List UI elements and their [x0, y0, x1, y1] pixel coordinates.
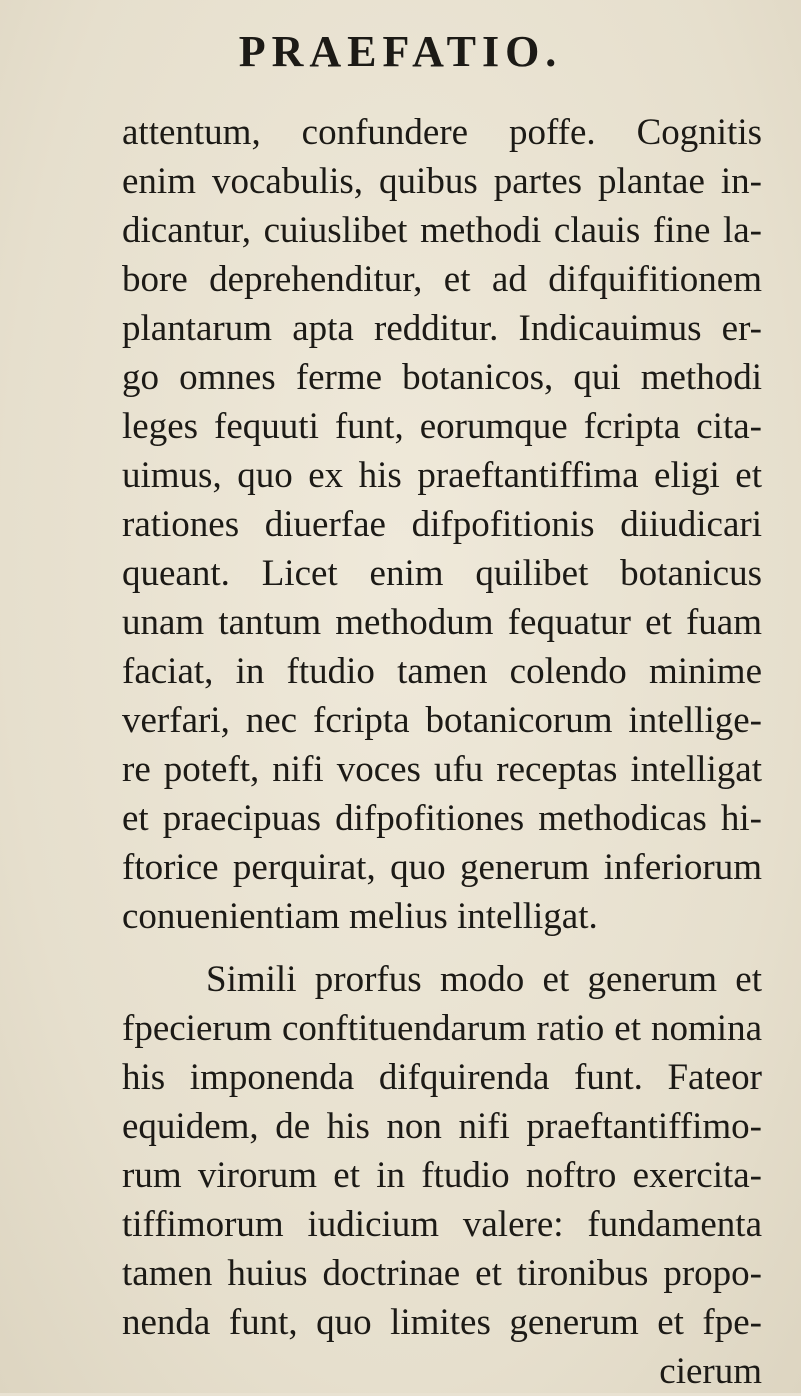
- body-text: [122, 108, 762, 1396]
- text-line: plantarum apta redditur. Indicauimus er-: [122, 308, 762, 349]
- text-line: et praecipuas difpofitiones methodicas hi-: [122, 798, 762, 839]
- paragraph-gap: [122, 941, 762, 955]
- text-line: re poteft, nifi voces ufu receptas intelligat: [122, 749, 762, 790]
- catchword: cierum: [659, 1351, 762, 1392]
- text-line: rum virorum et in ftudio noftro exercita-: [122, 1155, 762, 1196]
- text-line: nenda funt, quo limites generum et fpe-: [122, 1302, 762, 1343]
- text-line: conuenientiam melius intelligat.: [122, 896, 598, 937]
- text-line: Simili prorfus modo et generum et: [206, 959, 762, 1000]
- text-line: ftorice perquirat, quo generum inferiorum: [122, 847, 762, 888]
- text-line: bore deprehenditur, et ad difquifitionem: [122, 259, 762, 300]
- text-line: leges fequuti funt, eorumque fcripta cita-: [122, 406, 762, 447]
- text-line: enim vocabulis, quibus partes plantae in-: [122, 161, 762, 202]
- text-line: equidem, de his non nifi praeftantiffimo-: [122, 1106, 762, 1147]
- text-line: uimus, quo ex his praeftantiffima eligi et: [122, 455, 762, 496]
- text-line: faciat, in ftudio tamen colendo minime: [122, 651, 762, 692]
- running-header: PRAEFATIO.: [238, 27, 563, 76]
- text-line: attentum, confundere poffe. Cognitis: [122, 112, 762, 153]
- text-line: tamen huius doctrinae et tironibus propo-: [122, 1253, 762, 1294]
- text-line: tiffimorum iudicium valere: fundamenta: [122, 1204, 762, 1245]
- text-line: queant. Licet enim quilibet botanicus: [122, 553, 762, 594]
- text-line: his imponenda difquirenda funt. Fateor: [122, 1057, 762, 1098]
- text-line: fpecierum conftituendarum ratio et nomina: [122, 1008, 762, 1049]
- text-line: dicantur, cuiuslibet methodi clauis fine la-: [122, 210, 762, 251]
- text-line: verfari, nec fcripta botanicorum intellige-: [122, 700, 762, 741]
- text-line: rationes diuerfae difpofitionis diiudicari: [122, 504, 762, 545]
- text-line: go omnes ferme botanicos, qui methodi: [122, 357, 762, 398]
- text-line: unam tantum methodum fequatur et fuam: [122, 602, 762, 643]
